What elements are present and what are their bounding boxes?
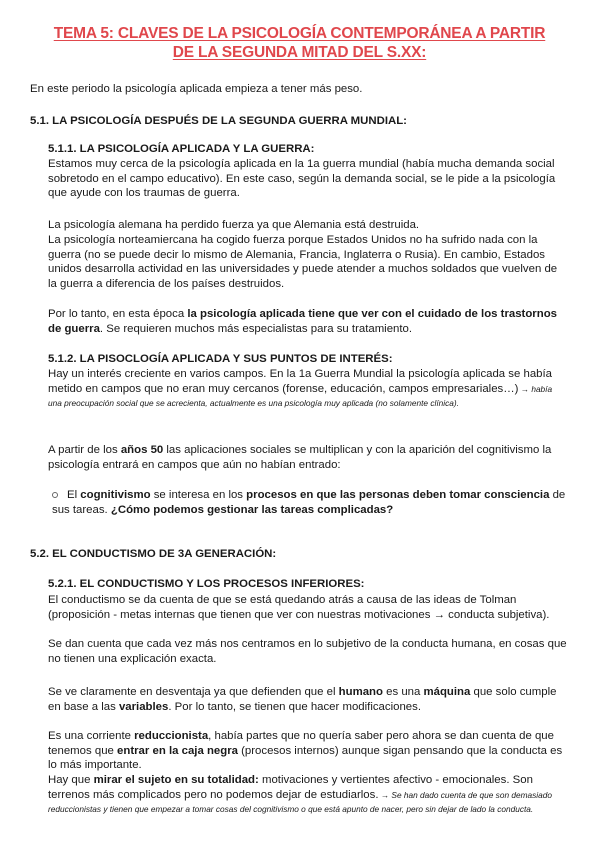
s512-p1-text: Hay un interés creciente en varios campos. En la 1a Guerra Mundial la psicología aplicada se había metido en campos que no eran muy cercanos (forense, educación, campos empresariales…) — [48, 368, 553, 395]
bullet-bold-3: ¿Cómo podemos gestionar las tareas complicadas? — [110, 503, 394, 516]
s511-paragraph-2b: La psicología norteamiercana ha cogido fuerza porque Estados Unidos no ha sufrido nada con la guerra (no se puede decir lo mismo de Alemania, Francia, Inglaterra o Rusia). En cambio, Estados unidos desarrolla actividad en las universidades y puede atender a muchos soldados que vuelven de la guerra a diferencia de los países destruidos. — [48, 234, 558, 290]
s512-p2-bold: años 50 — [120, 444, 164, 456]
s512-paragraph-1 — [48, 367, 568, 411]
bullet-text-2: se interesa en los — [150, 489, 247, 501]
s511-p3-pre: Por lo tanto, en esta época — [48, 308, 188, 320]
s512-bullet — [52, 488, 567, 517]
s521-p3-t3: que solo cumple en base a las — [48, 686, 557, 713]
s521-p5-t2: motivaciones y vertientes afectivo - emocionales. Son terrenos más complicados pero no podemos dejar de estudiarlos. — [48, 774, 533, 801]
bullet-circle-icon — [52, 492, 58, 498]
s511-p3-bold: la psicología aplicada tiene que ver con el cuidado de los trastornos de guerra — [48, 308, 557, 335]
s511-paragraph-1: Estamos muy cerca de la psicología aplicada en la 1a guerra mundial (había mucha demanda social sobretodo en el campo educativo). En este caso, según la demanda social, se le pide a la psicología que ayude con los traumas de guerra. — [48, 158, 556, 200]
s521-p4-t2: , había partes que no quería saber pero ahora se dan cuenta de que tenemos que — [48, 730, 554, 757]
s521-p3-b2: máquina — [423, 686, 471, 698]
bullet-bold-2: procesos en que las personas deben tomar consciencia — [246, 489, 550, 501]
s521-p4-t3: (procesos internos) aunque sigan pensando que la conducta es lo más importante. — [48, 744, 563, 772]
document-title — [30, 24, 569, 62]
s512-p2-post: las aplicaciones sociales se multiplican y con la aparición del cognitivismo la psicología entrará en campos que aún no habían entrado: — [48, 444, 552, 471]
s521-p4-t1: Es una corriente — [48, 730, 135, 742]
s521-p3-b1: humano — [338, 686, 383, 698]
bullet-text-1: El — [67, 489, 81, 501]
section-5-2-1-heading: 5.2.1. EL CONDUCTISMO Y LOS PROCESOS INFERIORES: — [48, 578, 365, 590]
s521-paragraph-5 — [48, 773, 568, 817]
section-5-1-2-heading: 5.1.2. LA PISOCLOGÍA APLICADA Y SUS PUNTOS DE INTERÉS: — [48, 353, 393, 365]
s512-p1-note: → había una preocupación social que se acrecienta, actualmente es una psicología muy aplicada (no solamente clínica). — [48, 383, 553, 409]
s521-paragraph-3 — [48, 685, 568, 714]
s512-paragraph-2 — [48, 443, 568, 472]
intro-paragraph: En este periodo la psicología aplicada empieza a tener más peso. — [30, 83, 363, 95]
title-line-2: DE LA SEGUNDA MITAD DEL S.XX: — [172, 44, 427, 61]
s521-p4-b2: entrar en la caja negra — [117, 744, 238, 757]
s521-p5-b1: mirar el sujeto en su totalidad: — [93, 774, 259, 786]
s512-p2-pre: A partir de los — [48, 444, 121, 456]
s521-p3-t1: Se ve claramente en desventaja ya que defienden que el — [48, 686, 339, 698]
section-5-2-heading: 5.2. EL CONDUCTISMO DE 3A GENERACIÓN: — [30, 548, 277, 560]
s521-paragraph-1: El conductismo se da cuenta de que se está quedando atrás a causa de las ideas de Tolman (proposición - metas internas que tienen que ver con nuestras motivaciones → conducta subjetiva). — [48, 594, 550, 621]
s521-p3-t2: es una — [382, 686, 424, 698]
s511-paragraph-3 — [48, 307, 568, 336]
s521-p4-b1: reduccionista — [134, 730, 209, 742]
bullet-bold-1: cognitivismo — [80, 489, 151, 501]
s511-paragraph-2a: La psicología alemana ha perdido fuerza ya que Alemania está destruida. — [48, 219, 420, 231]
title-line-1: TEMA 5: CLAVES DE LA PSICOLOGÍA CONTEMPORÁNEA A PARTIR — [53, 25, 546, 42]
s521-paragraph-4 — [48, 729, 568, 773]
section-5-1-heading: 5.1. LA PSICOLOGÍA DESPUÉS DE LA SEGUNDA GUERRA MUNDIAL: — [30, 115, 407, 127]
s521-p5-note: → Se han dado cuenta de que son demasiado reduccionistas y tienen que empezar a tomar cosas del cognitivismo o que está apunto de nacer, pero sin dejar de lado la conducta. — [48, 789, 552, 815]
s521-p3-b3: variables — [118, 700, 169, 713]
s521-p5-t1: Hay que — [48, 774, 94, 786]
s521-paragraph-2: Se dan cuenta que cada vez más nos centramos en lo subjetivo de la conducta humana, en cosas que no tienen una explicación exacta. — [48, 638, 567, 665]
bullet-text-3: de sus tareas. — [52, 489, 566, 516]
section-5-1-1-heading: 5.1.1. LA PSICOLOGÍA APLICADA Y LA GUERRA: — [48, 143, 315, 155]
s521-p3-t4: . Por lo tanto, se tienen que hacer modificaciones. — [168, 700, 421, 713]
s511-p3-post: . Se requieren muchos más especialistas para su tratamiento. — [99, 322, 413, 335]
